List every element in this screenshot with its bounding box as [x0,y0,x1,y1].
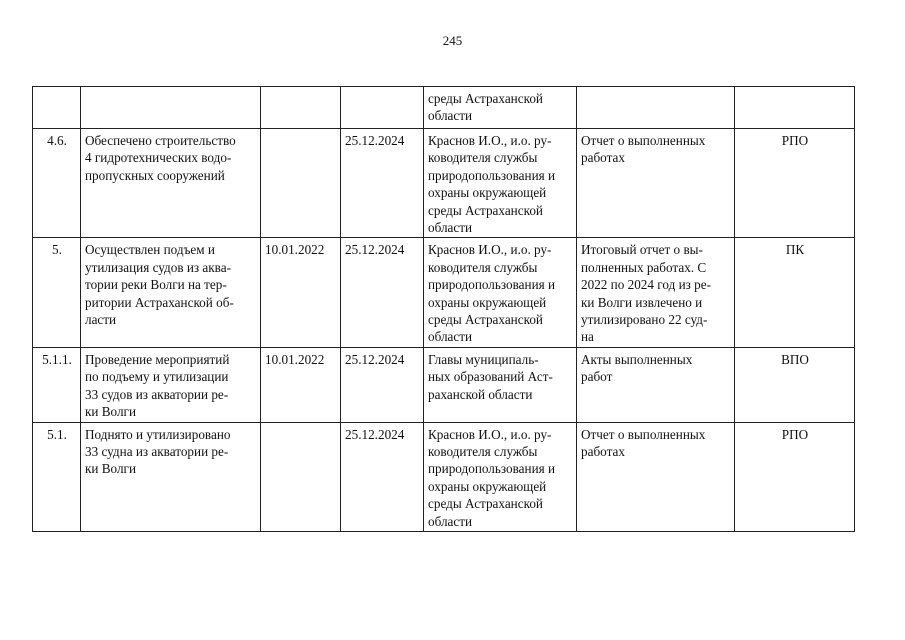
item-number [33,87,81,129]
control-type: ВПО [735,347,855,422]
result-document: Отчет о выполненных работах [577,422,735,531]
table-row [33,129,855,238]
page-number: 245 [442,33,463,48]
item-number: 5. [33,238,81,347]
end-date: 25.12.2024 [341,129,424,238]
start-date [261,129,341,238]
item-name [81,87,261,129]
item-number: 4.6. [33,129,81,238]
control-type [735,87,855,129]
end-date: 25.12.2024 [341,238,424,347]
item-name: Обеспечено строительство 4 гидротехнических водо- пропускных сооружений [81,129,261,238]
start-date: 10.01.2022 [261,347,341,422]
plan-table [32,86,855,532]
item-name: Поднято и утилизировано 33 судна из акватории ре- ки Волги [81,422,261,531]
control-type: РПО [735,422,855,531]
table-row [33,87,855,129]
responsible: Краснов И.О., и.о. ру- ководителя службы природопользования и охраны окружающей среды Астраханской области [424,129,577,238]
responsible: Краснов И.О., и.о. ру- ководителя службы природопользования и охраны окружающей среды Астраханской области [424,422,577,531]
table-row [33,347,855,422]
control-type: ПК [735,238,855,347]
table-row [33,238,855,347]
result-document: Акты выполненных работ [577,347,735,422]
end-date [341,87,424,129]
item-name: Проведение мероприятий по подъему и утилизации 33 судов из акватории ре- ки Волги [81,347,261,422]
table-row [33,422,855,531]
end-date: 25.12.2024 [341,422,424,531]
control-type: РПО [735,129,855,238]
end-date: 25.12.2024 [341,347,424,422]
responsible: среды Астраханской области [424,87,577,129]
result-document: Отчет о выполненных работах [577,129,735,238]
responsible: Главы муниципаль- ных образований Аст- раханской области [424,347,577,422]
result-document: Итоговый отчет о вы- полненных работах. С 2022 по 2024 год из ре- ки Волги извлечено и утилизировано 22 суд- на [577,238,735,347]
responsible: Краснов И.О., и.о. ру- ководителя службы природопользования и охраны окружающей среды Астраханской области [424,238,577,347]
item-number: 5.1.1. [33,347,81,422]
item-name: Осуществлен подъем и утилизация судов из аква- тории реки Волги на тер- ритории Астраханской об- ласти [81,238,261,347]
item-number: 5.1. [33,422,81,531]
start-date [261,422,341,531]
result-document [577,87,735,129]
start-date: 10.01.2022 [261,238,341,347]
start-date [261,87,341,129]
